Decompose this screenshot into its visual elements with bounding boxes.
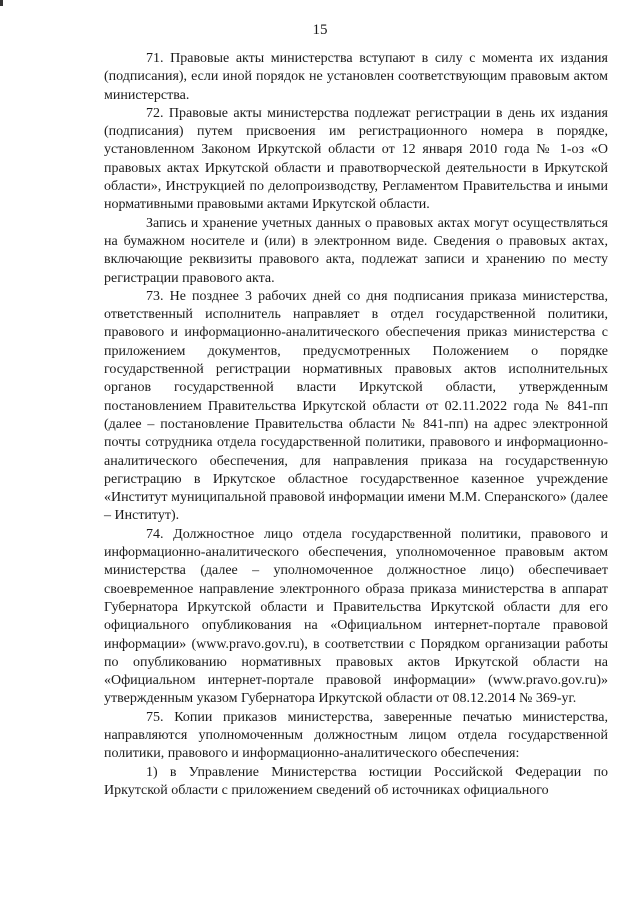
paragraph-74: 74. Должностное лицо отдела государственной политики, правового и информационно-аналитического обеспечения, уполномоченное правовым актом министерства (далее – уполномоченное должностное лицо) обеспечивает своевременное направление электронного образа приказа министерства в аппарат Губернатора Иркутской области и Правительства Иркутской области для его официального опубликования на «Официальном интернет-портале правовой информации» (www.pravo.gov.ru), в соответствии с Порядком организации работы по опубликованию нормативных правовых актов Иркутской области на «Официальном интернет-портале правовой информации» (www.pravo.gov.ru)» утвержденным указом Губернатора Иркутской области от 08.12.2014 № 369-уг. [104,526,608,707]
paragraph-75-item-1: 1) в Управление Министерства юстиции Российской Федерации по Иркутской области с приложением сведений об источниках официального [104,764,608,798]
page-number: 15 [312,22,328,38]
document-body [104,50,608,800]
paragraph-records: Запись и хранение учетных данных о правовых актах могут осуществляться на бумажном носителе и (или) в электронном виде. Сведения о правовых актах, включающие реквизиты правового акта, подлежат записи и хранению по месту регистрации правового акта. [104,215,608,286]
paragraph-72: 72. Правовые акты министерства подлежат регистрации в день их издания (подписания) путем присвоения им регистрационного номера в порядке, установленном Законом Иркутской области от 12 января 2010 года № 1-оз «О правовых актах Иркутской области и правотворческой деятельности в Иркутской области», Инструкцией по делопроизводству, Регламентом Правительства и иными нормативными правовыми актами Иркутской области. [104,105,608,213]
paragraph-71: 71. Правовые акты министерства вступают в силу с момента их издания (подписания), если иной порядок не установлен соответствующим правовым актом министерства. [104,51,608,103]
paragraph-73: 73. Не позднее 3 рабочих дней со дня подписания приказа министерства, ответственный исполнитель направляет в отдел государственной политики, правового и информационно-аналитического обеспечения приказ министерства с приложением документов, предусмотренных Положением о порядке государственной регистрации нормативных правовых актов исполнительных органов государственной власти Иркутской области, утвержденным постановлением Правительства Иркутской области от 02.11.2022 года № 841-пп (далее – постановление Правительства области № 841-пп) на адрес электронной почты сотрудника отдела государственной политики, правового и информационно-аналитического обеспечения, для направления приказа на государственную регистрацию в Иркутское областное государственное казенное учреждение «Институт муниципальной правовой информации имени М.М. Сперанского» (далее – Институт). [104,288,608,524]
paragraph-75: 75. Копии приказов министерства, заверенные печатью министерства, направляются уполномоченным должностным лицом отдела государственной политики, правового и информационно-аналитического обеспечения: [104,709,608,762]
scan-artifact [0,0,3,6]
